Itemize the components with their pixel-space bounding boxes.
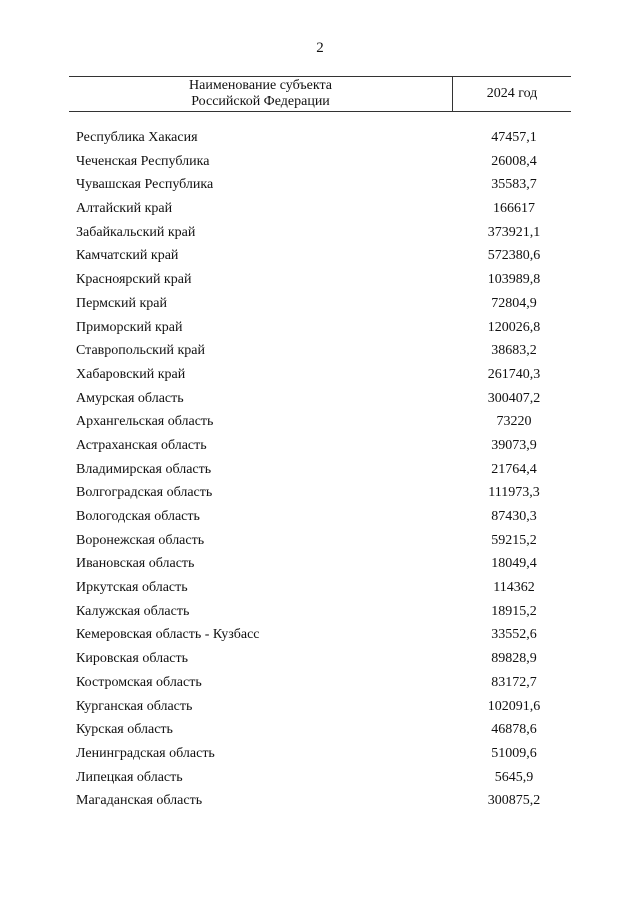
region-name: Астраханская область xyxy=(76,437,207,453)
region-value: 18915,2 xyxy=(491,603,537,619)
table-row xyxy=(76,531,571,555)
region-name: Вологодская область xyxy=(76,509,200,524)
region-name: Алтайский край xyxy=(76,201,173,217)
region-name: Курганская область xyxy=(76,698,193,714)
table-row xyxy=(76,507,571,531)
table-row xyxy=(76,223,571,247)
region-value: 39073,9 xyxy=(491,437,537,453)
region-value: 72804,9 xyxy=(491,295,537,311)
region-name: Кировская область xyxy=(76,651,189,667)
table-header xyxy=(69,76,571,112)
region-value: 5645,9 xyxy=(494,769,534,785)
region-value: 166617 xyxy=(493,201,535,217)
region-name: Магаданская область xyxy=(76,793,203,809)
table-row xyxy=(76,128,571,152)
table-row xyxy=(76,175,571,199)
region-name: Чувашская Республика xyxy=(76,177,214,193)
column-header-name xyxy=(69,77,452,111)
region-name: Ивановская область xyxy=(76,556,195,572)
region-value: 35583,7 xyxy=(491,177,537,193)
region-value: 47457,1 xyxy=(491,130,537,145)
column-header-name-line1: Наименование субъекта xyxy=(189,78,332,93)
table-row xyxy=(76,554,571,578)
region-name: Волгоградская область xyxy=(76,485,213,501)
region-name: Пермский край xyxy=(76,295,167,311)
region-value: 300875,2 xyxy=(487,793,541,809)
region-name: Приморский край xyxy=(76,319,183,335)
region-name: Республика Хакасия xyxy=(76,130,198,145)
region-value: 59215,2 xyxy=(491,532,537,548)
region-name: Иркутская область xyxy=(76,580,188,596)
region-value: 103989,8 xyxy=(487,272,541,288)
region-value: 102091,6 xyxy=(487,698,541,714)
table-row xyxy=(76,460,571,484)
region-name: Камчатский край xyxy=(76,248,179,264)
region-value: 46878,6 xyxy=(491,722,537,738)
region-name: Кемеровская область - Кузбасс xyxy=(76,627,260,643)
region-value: 114362 xyxy=(493,580,535,596)
table-row xyxy=(76,744,571,768)
region-value: 73220 xyxy=(496,414,532,430)
region-value: 51009,6 xyxy=(491,745,537,761)
page-number: 2 xyxy=(316,40,324,56)
region-name: Костромская область xyxy=(76,674,202,690)
table-row xyxy=(76,294,571,318)
region-value: 120026,8 xyxy=(487,319,541,335)
region-value: 18049,4 xyxy=(491,556,537,572)
region-value: 111973,3 xyxy=(488,485,540,501)
region-name: Липецкая область xyxy=(76,769,183,785)
table-row xyxy=(76,341,571,365)
region-value: 33552,6 xyxy=(491,627,537,643)
region-name: Чеченская Республика xyxy=(76,153,210,169)
region-value: 89828,9 xyxy=(491,651,537,667)
region-name: Амурская область xyxy=(76,390,184,406)
region-name: Забайкальский край xyxy=(76,224,196,240)
table-row xyxy=(76,199,571,223)
region-value: 261740,3 xyxy=(487,366,541,382)
table-row xyxy=(76,318,571,342)
table-row xyxy=(76,625,571,649)
region-value: 38683,2 xyxy=(491,343,537,359)
table-row xyxy=(76,270,571,294)
region-value: 373921,1 xyxy=(487,224,541,240)
region-name: Ставропольский край xyxy=(76,343,205,359)
region-name: Калужская область xyxy=(76,603,190,619)
table-body xyxy=(76,128,571,815)
column-header-name-line2: Российской Федерации xyxy=(191,94,330,109)
region-name: Архангельская область xyxy=(76,414,214,430)
region-value: 300407,2 xyxy=(487,390,541,406)
table-row xyxy=(76,365,571,389)
region-value: 21764,4 xyxy=(491,461,537,477)
column-header-year: 2024 год xyxy=(486,86,538,101)
table-row xyxy=(76,578,571,602)
region-value: 26008,4 xyxy=(491,153,537,169)
table-row xyxy=(76,791,571,815)
table-row xyxy=(76,720,571,744)
table-row xyxy=(76,483,571,507)
table-row xyxy=(76,697,571,721)
table-row xyxy=(76,436,571,460)
region-name: Владимирская область xyxy=(76,461,212,477)
region-value: 572380,6 xyxy=(487,248,541,264)
region-name: Ленинградская область xyxy=(76,745,215,761)
region-value: 83172,7 xyxy=(491,674,537,690)
table-row xyxy=(76,412,571,436)
table-row xyxy=(76,673,571,697)
table-row xyxy=(76,152,571,176)
region-name: Курская область xyxy=(76,722,173,738)
table-row xyxy=(76,389,571,413)
region-value: 87430,3 xyxy=(491,509,537,524)
table-row xyxy=(76,602,571,626)
table-row xyxy=(76,768,571,792)
table-row xyxy=(76,649,571,673)
table-row xyxy=(76,246,571,270)
region-name: Воронежская область xyxy=(76,532,205,548)
region-name: Хабаровский край xyxy=(76,366,186,382)
region-name: Красноярский край xyxy=(76,272,192,288)
